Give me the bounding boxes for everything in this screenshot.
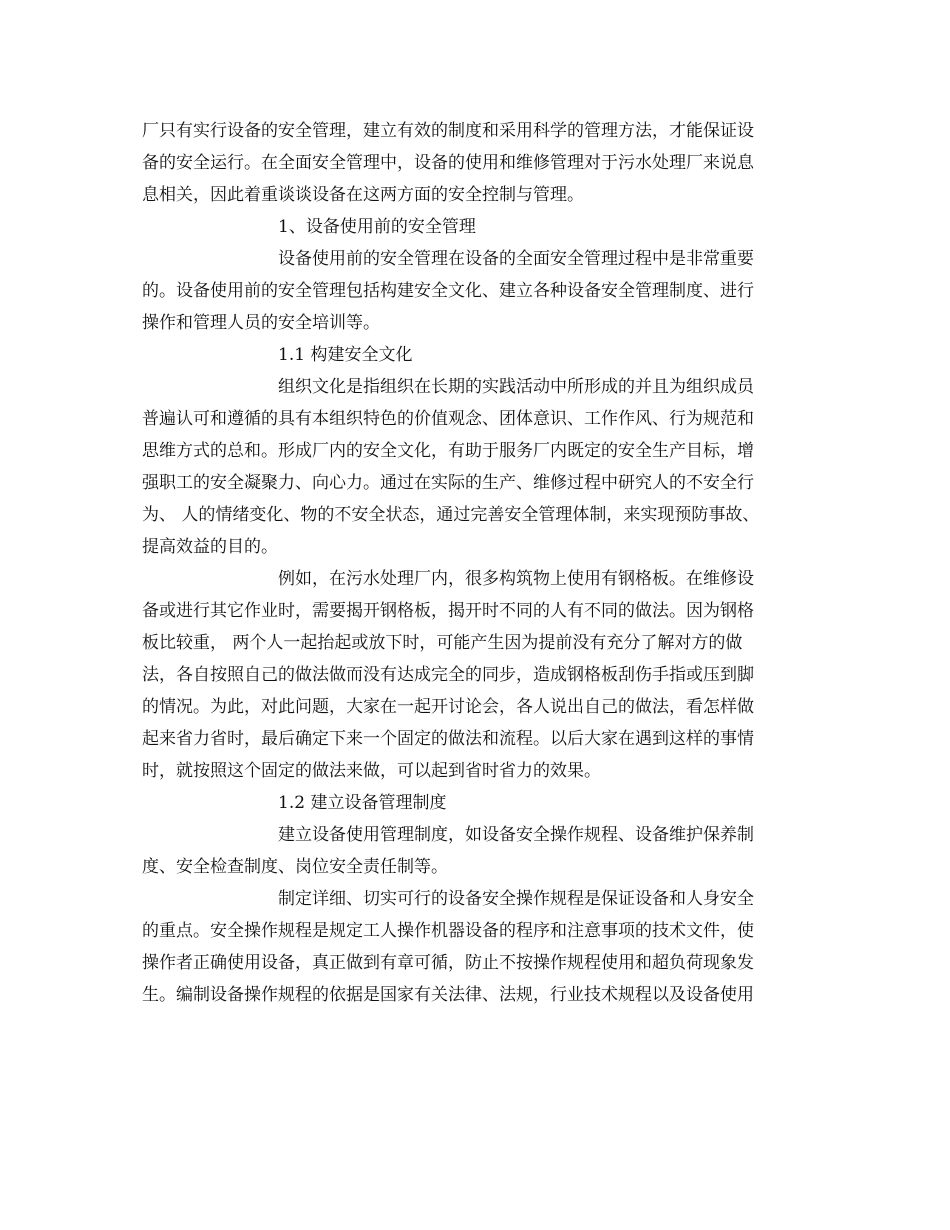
text-line: 1.1 构建安全文化 <box>278 345 413 365</box>
text-line: 思维方式的总和。形成厂内的安全文化，有助于服务厂内既定的安全生产目标，增 <box>142 441 754 461</box>
text-line: 1.2 建立设备管理制度 <box>278 793 447 813</box>
text-line: 时，就按照这个固定的做法来做，可以起到省时省力的效果。 <box>142 761 601 781</box>
text-line: 建立设备使用管理制度，如设备安全操作规程、设备维护保养制 <box>278 825 754 845</box>
text-line: 息相关，因此着重谈谈设备在这两方面的安全控制与管理。 <box>142 185 584 205</box>
text-line: 生。编制设备操作规程的依据是国家有关法律、法规，行业技术规程以及设备使用 <box>142 985 754 1005</box>
text-line: 的重点。安全操作规程是规定工人操作机器设备的程序和注意事项的技术文件，使 <box>142 921 754 941</box>
text-line: 为、 人的情绪变化、物的不安全状态，通过完善安全管理体制，来实现预防事故、 <box>142 505 760 525</box>
text-line: 组织文化是指组织在长期的实践活动中所形成的并且为组织成员 <box>278 377 754 397</box>
text-line: 制定详细、切实可行的设备安全操作规程是保证设备和人身安全 <box>278 889 754 909</box>
text-line: 强职工的安全凝聚力、向心力。通过在实际的生产、维修过程中研究人的不安全行 <box>142 473 754 493</box>
text-line: 1、设备使用前的安全管理 <box>278 217 476 237</box>
text-line: 例如，在污水处理厂内，很多构筑物上使用有钢格板。在维修设 <box>278 569 754 589</box>
text-line: 起来省力省时，最后确定下来一个固定的做法和流程。以后大家在遇到这样的事情 <box>142 729 754 749</box>
text-line: 提高效益的目的。 <box>142 537 278 557</box>
text-line: 操作和管理人员的安全培训等。 <box>142 313 380 333</box>
text-line: 度、安全检查制度、岗位安全责任制等。 <box>142 857 448 877</box>
document-body <box>142 115 824 1011</box>
text-line: 设备使用前的安全管理在设备的全面安全管理过程中是非常重要 <box>278 249 754 269</box>
text-line: 的情况。为此，对此问题，大家在一起开讨论会，各人说出自己的做法，看怎样做 <box>142 697 754 717</box>
text-line: 的。设备使用前的安全管理包括构建安全文化、建立各种设备安全管理制度、进行 <box>142 281 754 301</box>
text-line: 普遍认可和遵循的具有本组织特色的价值观念、团体意识、工作作风、行为规范和 <box>142 409 754 429</box>
text-line: 备的安全运行。在全面安全管理中，设备的使用和维修管理对于污水处理厂来说息 <box>142 153 754 173</box>
text-line: 厂只有实行设备的安全管理，建立有效的制度和采用科学的管理方法，才能保证设 <box>142 121 754 141</box>
text-line: 法，各自按照自己的做法做而没有达成完全的同步，造成钢格板刮伤手指或压到脚 <box>142 665 754 685</box>
text-line: 操作者正确使用设备，真正做到有章可循，防止不按操作规程使用和超负荷现象发 <box>142 953 754 973</box>
text-line: 备或进行其它作业时，需要揭开钢格板，揭开时不同的人有不同的做法。因为钢格 <box>142 601 754 621</box>
text-line: 板比较重， 两个人一起抬起或放下时，可能产生因为提前没有充分了解对方的做 <box>142 633 743 653</box>
